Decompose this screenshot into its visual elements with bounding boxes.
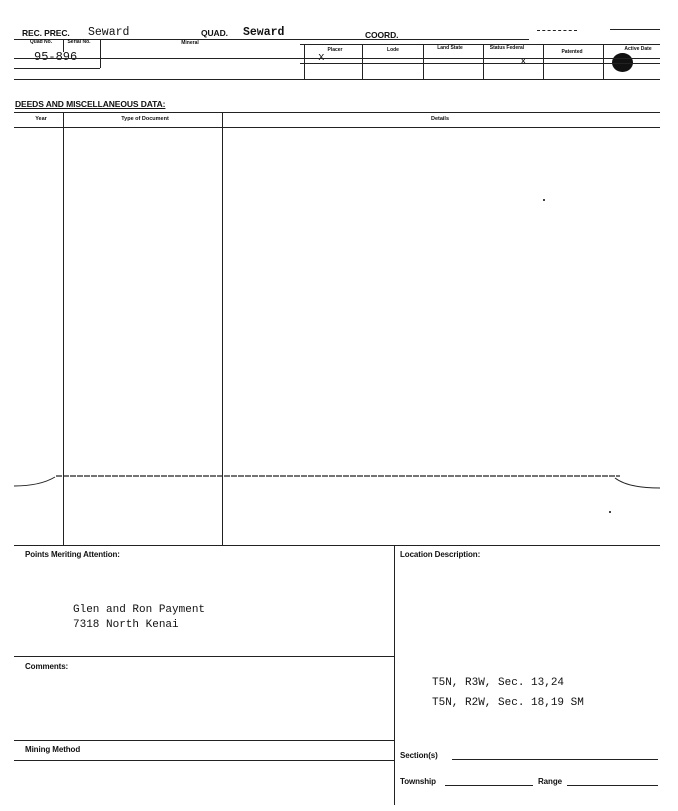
bottom-top-line [14, 545, 660, 546]
federal-mark: x [520, 56, 527, 68]
header-row-line [14, 58, 660, 59]
placer-header: Placer [327, 47, 343, 53]
header-value-line [300, 63, 660, 64]
hdr-div-7 [543, 44, 544, 79]
speck [609, 511, 611, 513]
comments-label: Comments: [25, 662, 69, 671]
range-field[interactable] [567, 785, 658, 786]
rec-prec-label: REC. PREC. [22, 28, 70, 38]
header-rule-right-2 [610, 29, 660, 30]
rec-prec-value: Seward [88, 26, 130, 39]
quad-label: QUAD. [201, 28, 228, 38]
column-head-top [300, 44, 660, 45]
hdr-div-5 [423, 44, 424, 79]
comments-top-line [14, 656, 394, 657]
mining-top-line [14, 740, 394, 741]
deeds-title: DEEDS AND MISCELLANEOUS DATA: [15, 99, 166, 109]
sections-field[interactable] [452, 759, 658, 760]
mining-bottom-line [14, 760, 394, 761]
lode-header: Lode [387, 47, 399, 53]
points-label: Points Meriting Attention: [25, 550, 120, 559]
range-label: Range [538, 777, 562, 786]
hdr-div-8 [603, 44, 604, 79]
points-line-2: 7318 North Kenai [73, 619, 179, 631]
serial-no-header: Serial No. [67, 39, 91, 45]
fold-line [0, 468, 678, 498]
header-rule-right [537, 30, 577, 31]
header-bottom-line [14, 79, 660, 80]
land-state-header: Land State [437, 45, 463, 51]
deeds-header-bottom [14, 127, 660, 128]
status-federal-header: Status Federal [489, 45, 525, 51]
mineral-header: Mineral [181, 40, 199, 46]
speck [543, 199, 545, 201]
quad-no-header: Quad No. [29, 39, 53, 45]
quad-cell-bottom [14, 68, 100, 69]
township-label: Township [400, 777, 436, 786]
quad-value: Seward [243, 26, 285, 39]
coord-label: COORD. [365, 30, 399, 40]
hdr-div-6 [483, 44, 484, 79]
deeds-top-line [14, 112, 660, 113]
hdr-div-1 [63, 40, 64, 52]
col-type: Type of Document [121, 116, 169, 122]
hdr-div-3 [304, 44, 305, 79]
active-date-header: Active Date [624, 46, 652, 52]
mining-label: Mining Method [25, 745, 81, 754]
township-field[interactable] [445, 785, 533, 786]
placer-mark: x [318, 52, 325, 64]
col-year: Year [35, 116, 47, 122]
location-line-1: T5N, R3W, Sec. 13,24 [432, 677, 565, 689]
quad-serial-value: 95-896 [34, 50, 78, 64]
bottom-divider [394, 545, 395, 805]
location-label: Location Description: [400, 550, 481, 559]
col-details: Details [430, 116, 450, 122]
sections-label: Section(s) [400, 751, 438, 760]
hdr-div-4 [362, 44, 363, 79]
patented-header: Patented [561, 49, 583, 55]
points-line-1: Glen and Ron Payment [73, 604, 206, 616]
hdr-div-2 [100, 40, 101, 68]
location-line-2: T5N, R2W, Sec. 18,19 SM [432, 697, 584, 709]
